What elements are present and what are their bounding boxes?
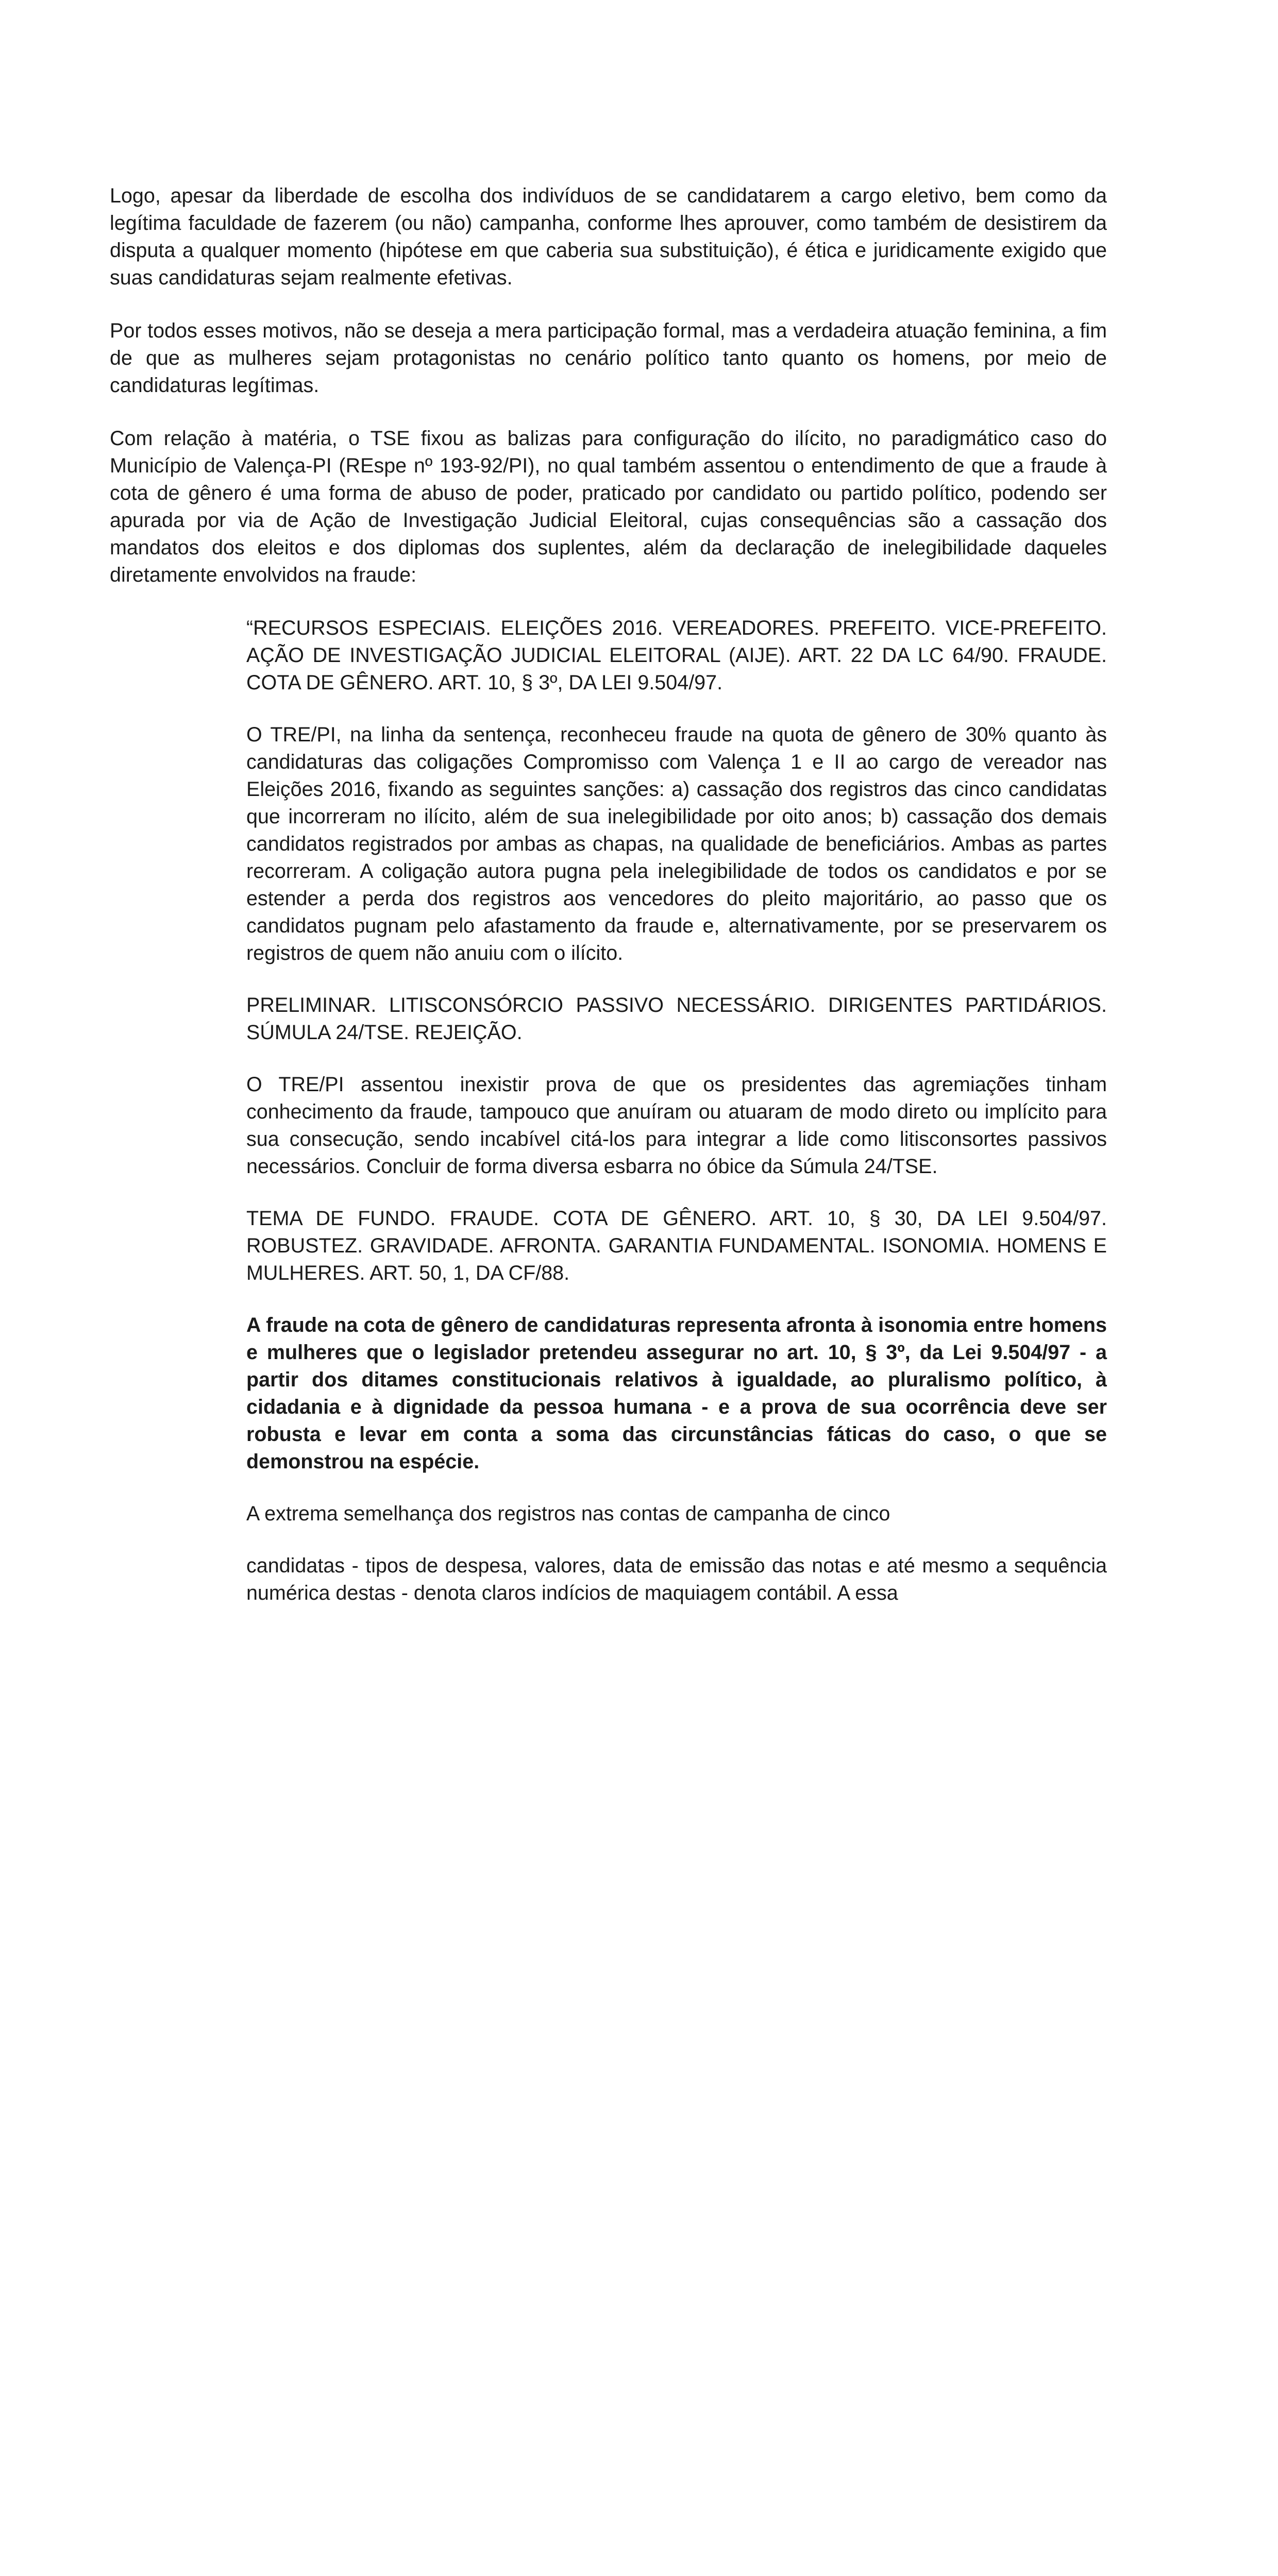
quote-paragraph-8: candidatas - tipos de despesa, valores, data de emissão das notas e até mesmo a sequência numérica destas - denota claros indícios de maquiagem contábil. A essa	[246, 1554, 1107, 1604]
quote-paragraph-3: PRELIMINAR. LITISCONSÓRCIO PASSIVO NECESSÁRIO. DIRIGENTES PARTIDÁRIOS. SÚMULA 24/TSE. REJEIÇÃO.	[246, 994, 1107, 1044]
signature-footer	[0, 1669, 1278, 1808]
quote-paragraph-1: “RECURSOS ESPECIAIS. ELEIÇÕES 2016. VEREADORES. PREFEITO. VICE-PREFEITO. AÇÃO DE INVESTIGAÇÃO JUDICIAL ELEITORAL (AIJE). ART. 22 DA LC 64/90. FRAUDE. COTA DE GÊNERO. ART. 10, § 3º, DA LEI 9.504/97.	[246, 617, 1107, 694]
document-body	[110, 182, 1107, 1632]
block-quote	[246, 615, 1107, 1607]
quote-paragraph-6-bold: A fraude na cota de gênero de candidaturas representa afronta à isonomia entre homens e mulheres que o legislador pretendeu assegurar no art. 10, § 3º, da Lei 9.504/97 - a partir dos ditames constitucionais relativos à igualdade, ao pluralismo político, à cidadania e à dignidade da pessoa humana - e a prova de sua ocorrência deve ser robusta e levar em conta a soma das circunstâncias fáticas do caso, o que se demonstrou na espécie.	[246, 1314, 1107, 1473]
quote-paragraph-4: O TRE/PI assentou inexistir prova de que os presidentes das agremiações tinham conhecimento da fraude, tampouco que anuíram ou atuaram de modo direto ou implícito para sua consecução, sendo incabível citá-los para integrar a lide como litisconsortes passivos necessários. Concluir de forma diversa esbarra no óbice da Súmula 24/TSE.	[246, 1073, 1107, 1178]
paragraph-2: Por todos esses motivos, não se deseja a mera participação formal, mas a verdadeira atuação feminina, a fim de que as mulheres sejam protagonistas no cenário político tanto quanto os homens, por meio de candidaturas legítimas.	[110, 319, 1107, 397]
paragraph-3: Com relação à matéria, o TSE fixou as balizas para configuração do ilícito, no paradigmático caso do Município de Valença-PI (REspe nº 193-92/PI), no qual também assentou o entendimento de que a fraude à cota de gênero é uma forma de abuso de poder, praticado por candidato ou partido político, podendo ser apurada por via de Ação de Investigação Judicial Eleitoral, cujas consequências são a cassação dos mandatos dos eleitos e dos diplomas dos suplentes, além da declaração de inelegibilidade daqueles diretamente envolvidos na fraude:	[110, 427, 1107, 586]
quote-paragraph-2: O TRE/PI, na linha da sentença, reconheceu fraude na quota de gênero de 30% quanto às candidaturas das coligações Compromisso com Valença 1 e II ao cargo de vereador nas Eleições 2016, fixando as seguintes sanções: a) cassação dos registros das cinco candidatas que incorreram no ilícito, além de sua inelegibilidade por oito anos; b) cassação dos demais candidatos registrados por ambas as chapas, na qualidade de beneficiários. Ambas as partes recorreram. A coligação autora pugna pela inelegibilidade de todos os candidatos e por se estender a perda dos registros aos vencedores do pleito majoritário, ao passo que os candidatos pugnam pelo afastamento da fraude e, alternativamente, por se preservarem os registros de quem não anuiu com o ilícito.	[246, 723, 1107, 964]
quote-paragraph-5: TEMA DE FUNDO. FRAUDE. COTA DE GÊNERO. ART. 10, § 30, DA LEI 9.504/97. ROBUSTEZ. GRAVIDADE. AFRONTA. GARANTIA FUNDAMENTAL. ISONOMIA. HOMENS E MULHERES. ART. 50, 1, DA CF/88.	[246, 1207, 1107, 1284]
quote-paragraph-7: A extrema semelhança dos registros nas contas de campanha de cinco	[246, 1502, 890, 1525]
paragraph-1: Logo, apesar da liberdade de escolha dos indivíduos de se candidatarem a cargo eletivo, bem como da legítima faculdade de fazerem (ou não) campanha, conforme lhes aprouver, como também de desistirem da disputa a qualquer momento (hipótese em que caberia sua substituição), é ética e juridicamente exigido que suas candidaturas sejam realmente efetivas.	[110, 184, 1107, 289]
